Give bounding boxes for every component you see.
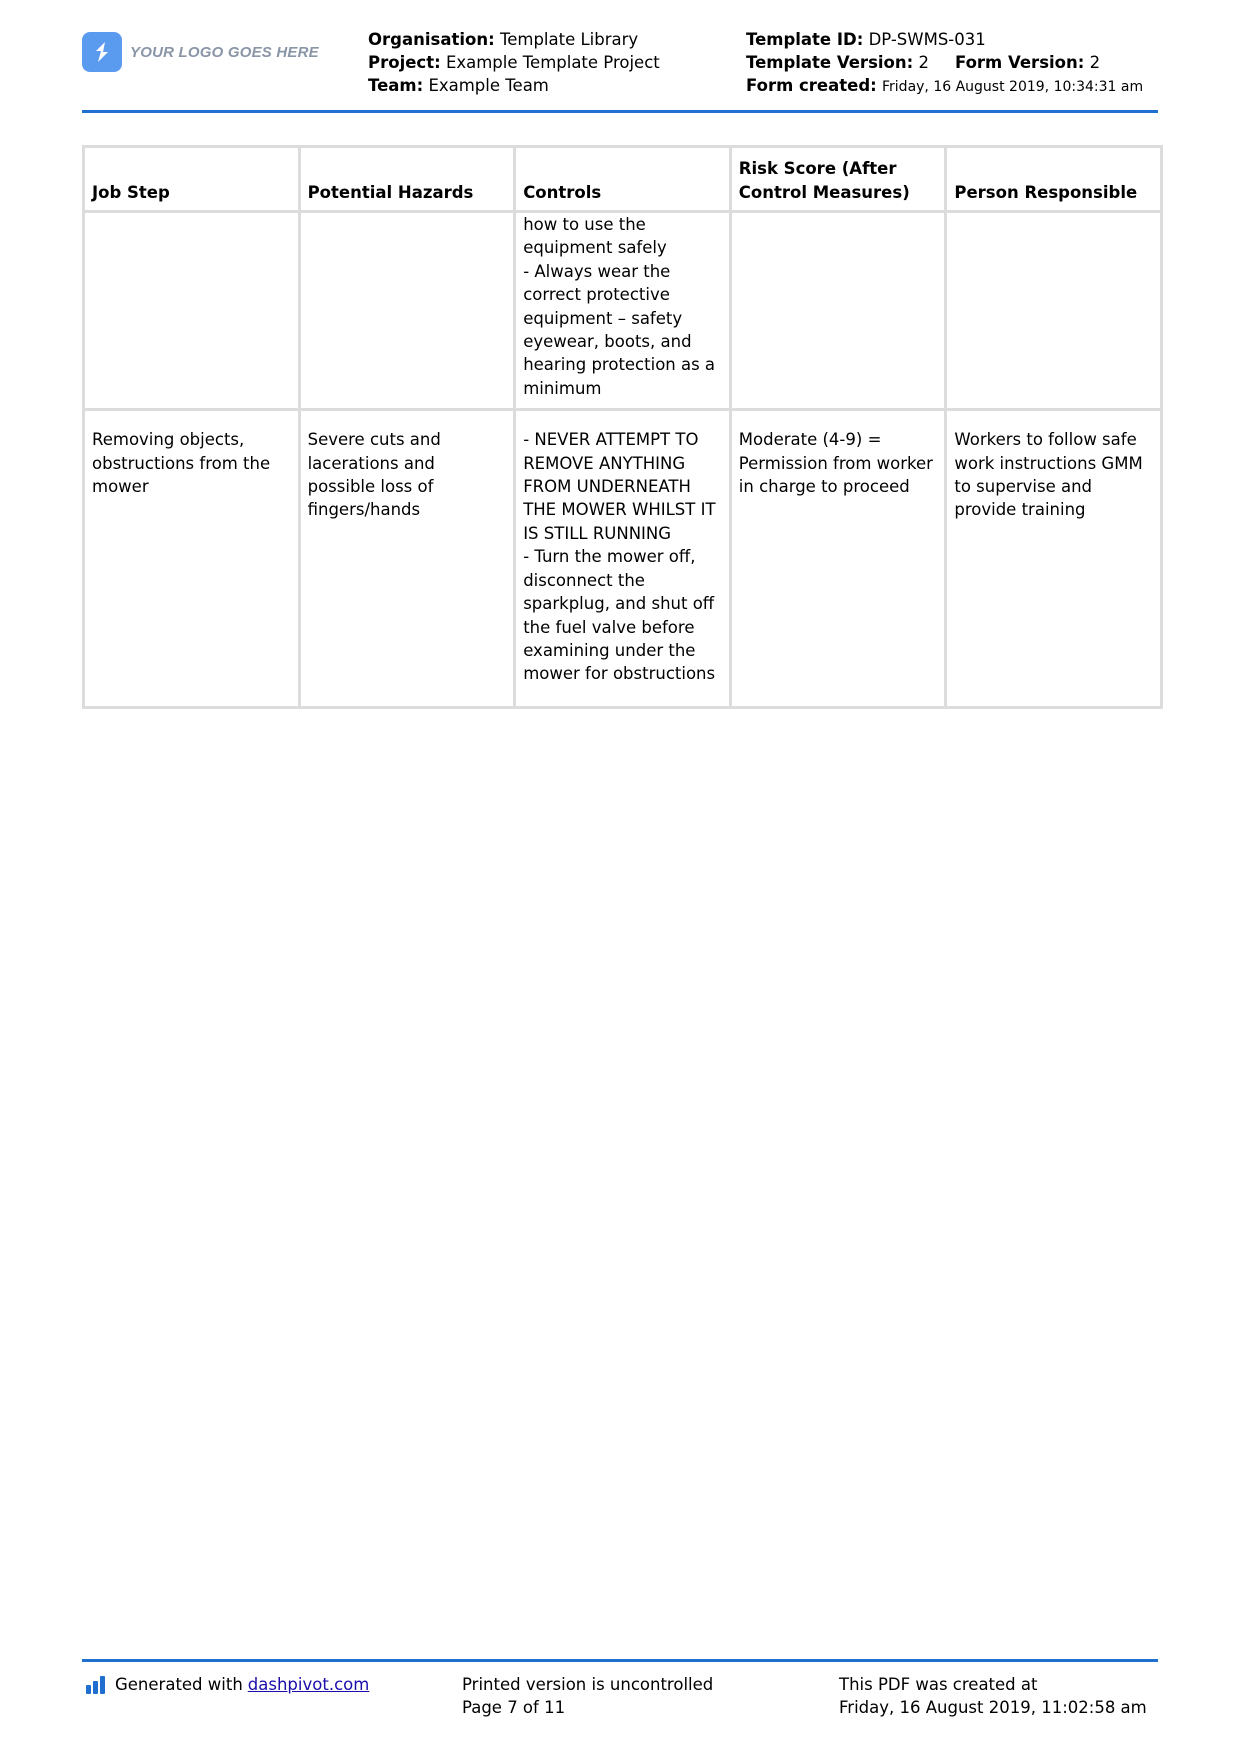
column-header-risk-score: Risk Score (After Control Measures) — [730, 147, 946, 212]
header-divider — [82, 110, 1158, 113]
cell-potential-hazards — [299, 212, 515, 410]
cell-job-step: Removing objects, obstructions from the mower — [84, 410, 300, 708]
template-version-value: 2 — [918, 53, 929, 72]
table-row — [84, 212, 1162, 410]
form-version-value: 2 — [1089, 53, 1101, 72]
team-label: Team: — [368, 76, 424, 95]
cell-controls: how to use the equipment safely - Always wear the correct protective equipment – safety eyewear, boots, and hearing protection as a minimum — [515, 212, 731, 410]
page-number: Page 7 of 11 — [462, 1698, 566, 1717]
cell-risk-score: Moderate (4-9) = Permission from worker in charge to proceed — [730, 410, 946, 708]
table-row — [84, 410, 1162, 708]
template-id-label: Template ID: — [746, 30, 864, 49]
cell-job-step — [84, 212, 300, 410]
cell-controls: - NEVER ATTEMPT TO REMOVE ANYTHING FROM UNDERNEATH THE MOWER WHILST IT IS STILL RUNNING - Turn the mower off, disconnect the sparkplug, and shut off the fuel valve before examining under the mower for obstructions — [515, 410, 731, 708]
cell-person-responsible: Workers to follow safe work instructions GMM to supervise and provide training — [946, 410, 1162, 708]
column-header-job-step: Job Step — [84, 147, 300, 212]
organisation-label: Organisation: — [368, 30, 495, 49]
project-value: Example Template Project — [445, 53, 660, 72]
generated-with-text: Generated with — [115, 1675, 243, 1694]
template-id-value: DP-SWMS-031 — [868, 30, 986, 49]
form-created-value: Friday, 16 August 2019, 10:34:31 am — [882, 79, 1144, 95]
company-logo — [82, 32, 319, 72]
dashpivot-link[interactable]: dashpivot.com — [247, 1675, 370, 1694]
cell-person-responsible — [946, 212, 1162, 410]
column-header-controls: Controls — [515, 147, 731, 212]
header-template-info — [746, 28, 1143, 99]
template-version-label: Template Version: — [746, 53, 914, 72]
cell-risk-score — [730, 212, 946, 410]
column-header-person-responsible: Person Responsible — [946, 147, 1162, 212]
project-label: Project: — [368, 53, 441, 72]
document-header — [82, 28, 1164, 110]
dashpivot-bars-icon — [86, 1676, 107, 1694]
logo-icon — [82, 32, 122, 72]
footer-generated — [86, 1673, 369, 1696]
column-header-potential-hazards: Potential Hazards — [299, 147, 515, 212]
team-value: Example Team — [428, 76, 549, 95]
pdf-created-value: Friday, 16 August 2019, 11:02:58 am — [839, 1698, 1147, 1717]
header-project-info — [368, 28, 660, 97]
footer-divider — [82, 1659, 1158, 1662]
form-created-label: Form created: — [746, 76, 877, 95]
pdf-created-label: This PDF was created at — [839, 1675, 1038, 1694]
organisation-value: Template Library — [499, 30, 639, 49]
footer-created-info — [839, 1673, 1147, 1719]
table-header-row — [84, 147, 1162, 212]
swms-table — [82, 145, 1163, 709]
cell-potential-hazards: Severe cuts and lacerations and possible loss of fingers/hands — [299, 410, 515, 708]
form-version-label: Form Version: — [954, 53, 1085, 72]
footer-page-info — [462, 1673, 713, 1719]
logo-text: YOUR LOGO GOES HERE — [130, 43, 319, 61]
uncontrolled-notice: Printed version is uncontrolled — [462, 1675, 714, 1694]
